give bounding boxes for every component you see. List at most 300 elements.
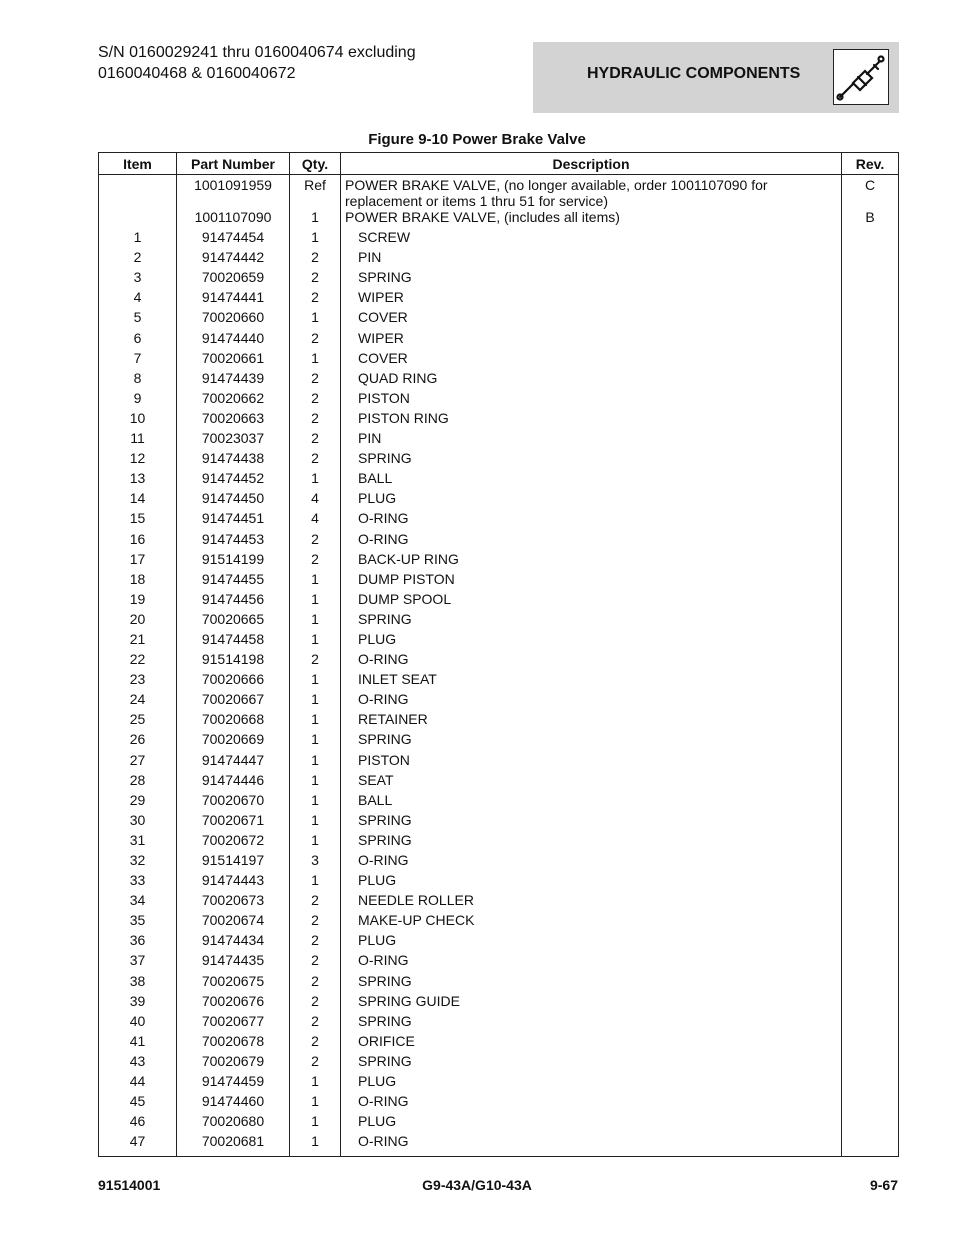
table-row [99, 651, 899, 671]
qty-cell: 2 [290, 430, 341, 450]
rev-cell [842, 1013, 899, 1033]
part-number-cell: 70020659 [177, 269, 290, 289]
description-cell: SPRING [341, 450, 842, 470]
qty-cell: 1 [290, 812, 341, 832]
part-number-cell: 1001091959 [177, 175, 290, 210]
part-number-cell: 70020677 [177, 1013, 290, 1033]
description-cell: DUMP SPOOL [341, 591, 842, 611]
part-number-cell: 91474441 [177, 289, 290, 309]
rev-cell [842, 792, 899, 812]
item-cell: 43 [99, 1053, 177, 1073]
item-cell: 27 [99, 752, 177, 772]
description-cell: PISTON RING [341, 410, 842, 430]
part-number-cell: 1001107090 [177, 209, 290, 229]
serial-line-2: 0160040468 & 0160040672 [98, 65, 296, 82]
qty-cell: 2 [290, 249, 341, 269]
item-cell: 8 [99, 370, 177, 390]
table-row [99, 932, 899, 952]
item-cell: 22 [99, 651, 177, 671]
description-cell: SCREW [341, 229, 842, 249]
rev-cell [842, 1053, 899, 1073]
item-cell: 7 [99, 350, 177, 370]
qty-cell: 1 [290, 671, 341, 691]
description-cell: O-RING [341, 510, 842, 530]
table-row [99, 1073, 899, 1093]
qty-cell: 2 [290, 450, 341, 470]
qty-cell: 1 [290, 591, 341, 611]
table-row [99, 631, 899, 651]
description-cell: MAKE-UP CHECK [341, 912, 842, 932]
rev-cell [842, 671, 899, 691]
description-cell: SPRING GUIDE [341, 993, 842, 1013]
description-cell: SPRING [341, 269, 842, 289]
description-cell: WIPER [341, 330, 842, 350]
item-cell: 33 [99, 872, 177, 892]
qty-cell: 1 [290, 229, 341, 249]
rev-cell [842, 1113, 899, 1133]
table-row [99, 249, 899, 269]
table-row [99, 711, 899, 731]
qty-cell: 1 [290, 1073, 341, 1093]
rev-cell [842, 1093, 899, 1113]
qty-cell: 1 [290, 711, 341, 731]
description-cell: SPRING [341, 832, 842, 852]
part-number-cell: 70020666 [177, 671, 290, 691]
rev-cell [842, 973, 899, 993]
description-cell: O-RING [341, 852, 842, 872]
rev-cell: C [842, 175, 899, 210]
section-header [533, 42, 899, 113]
col-header-part-number: Part Number [177, 153, 290, 175]
description-cell: SPRING [341, 731, 842, 751]
item-cell: 23 [99, 671, 177, 691]
part-number-cell: 91474454 [177, 229, 290, 249]
item-cell: 38 [99, 973, 177, 993]
item-cell: 34 [99, 892, 177, 912]
description-cell: BALL [341, 470, 842, 490]
part-number-cell: 91474452 [177, 470, 290, 490]
footer-model: G9-43A/G10-43A [422, 1177, 532, 1193]
qty-cell: 2 [290, 1053, 341, 1073]
qty-cell: 4 [290, 490, 341, 510]
qty-cell: 2 [290, 330, 341, 350]
qty-cell: 2 [290, 370, 341, 390]
table-row [99, 330, 899, 350]
part-number-cell: 70020679 [177, 1053, 290, 1073]
rev-cell [842, 952, 899, 972]
item-cell: 15 [99, 510, 177, 530]
table-row [99, 1033, 899, 1053]
part-number-cell: 91474460 [177, 1093, 290, 1113]
description-cell: PISTON [341, 390, 842, 410]
part-number-cell: 70020676 [177, 993, 290, 1013]
col-header-description: Description [341, 153, 842, 175]
description-cell: BALL [341, 792, 842, 812]
rev-cell [842, 229, 899, 249]
table-row [99, 470, 899, 490]
description-cell: RETAINER [341, 711, 842, 731]
table-row [99, 952, 899, 972]
item-cell: 1 [99, 229, 177, 249]
item-cell: 16 [99, 531, 177, 551]
item-cell: 28 [99, 772, 177, 792]
description-cell: BACK-UP RING [341, 551, 842, 571]
part-number-cell: 70020670 [177, 792, 290, 812]
rev-cell [842, 531, 899, 551]
footer-doc-number: 91514001 [98, 1177, 161, 1193]
table-row [99, 450, 899, 470]
item-cell: 32 [99, 852, 177, 872]
qty-cell: 2 [290, 952, 341, 972]
part-number-cell: 91474443 [177, 872, 290, 892]
description-cell: PLUG [341, 631, 842, 651]
rev-cell [842, 832, 899, 852]
part-number-cell: 91474453 [177, 531, 290, 551]
rev-cell [842, 430, 899, 450]
item-cell: 10 [99, 410, 177, 430]
table-row [99, 350, 899, 370]
item-cell: 26 [99, 731, 177, 751]
description-cell: COVER [341, 350, 842, 370]
part-number-cell: 91474455 [177, 571, 290, 591]
section-title: HYDRAULIC COMPONENTS [587, 65, 801, 82]
description-cell: SPRING [341, 1013, 842, 1033]
table-row [99, 1093, 899, 1113]
rev-cell [842, 1033, 899, 1053]
item-cell: 19 [99, 591, 177, 611]
part-number-cell: 91474442 [177, 249, 290, 269]
table-row [99, 229, 899, 249]
item-cell: 4 [99, 289, 177, 309]
description-cell: ORIFICE [341, 1033, 842, 1053]
description-cell: O-RING [341, 1093, 842, 1113]
rev-cell [842, 1073, 899, 1093]
table-row [99, 912, 899, 932]
rev-cell [842, 551, 899, 571]
rev-cell [842, 611, 899, 631]
rev-cell [842, 691, 899, 711]
part-number-cell: 91514197 [177, 852, 290, 872]
description-cell: COVER [341, 309, 842, 329]
item-cell: 35 [99, 912, 177, 932]
table-row [99, 852, 899, 872]
description-line-1: POWER BRAKE VALVE, (no longer available, order 1001107090 for [345, 177, 768, 193]
table-row [99, 973, 899, 993]
qty-cell: 2 [290, 993, 341, 1013]
qty-cell: 2 [290, 390, 341, 410]
table-row [99, 531, 899, 551]
rev-cell [842, 752, 899, 772]
item-cell [99, 209, 177, 229]
item-cell: 41 [99, 1033, 177, 1053]
part-number-cell: 91514199 [177, 551, 290, 571]
description-cell: INLET SEAT [341, 671, 842, 691]
qty-cell: 1 [290, 1093, 341, 1113]
qty-cell: 1 [290, 792, 341, 812]
part-number-cell: 91474438 [177, 450, 290, 470]
qty-cell: 1 [290, 832, 341, 852]
parts-table [98, 152, 899, 1157]
description-cell: PIN [341, 249, 842, 269]
table-row [99, 410, 899, 430]
qty-cell: 1 [290, 691, 341, 711]
qty-cell: 2 [290, 1013, 341, 1033]
description-cell: PLUG [341, 490, 842, 510]
description-cell: PLUG [341, 1073, 842, 1093]
rev-cell [842, 711, 899, 731]
rev-cell [842, 631, 899, 651]
item-cell: 2 [99, 249, 177, 269]
item-cell: 29 [99, 792, 177, 812]
part-number-cell: 91474446 [177, 772, 290, 792]
qty-cell: 2 [290, 531, 341, 551]
serial-range [98, 42, 416, 84]
qty-cell: 1 [290, 772, 341, 792]
qty-cell: 1 [290, 752, 341, 772]
table-row [99, 752, 899, 772]
item-cell: 40 [99, 1013, 177, 1033]
part-number-cell: 70020661 [177, 350, 290, 370]
hydraulic-cylinder-icon [833, 49, 889, 105]
item-cell: 24 [99, 691, 177, 711]
description-cell: SPRING [341, 973, 842, 993]
qty-cell: 1 [290, 571, 341, 591]
qty-cell: 2 [290, 973, 341, 993]
qty-cell: 2 [290, 651, 341, 671]
figure-title: Figure 9-10 Power Brake Valve [368, 131, 586, 148]
col-header-qty: Qty. [290, 153, 341, 175]
description-cell [341, 175, 842, 210]
item-cell: 37 [99, 952, 177, 972]
rev-cell [842, 812, 899, 832]
qty-cell: 1 [290, 631, 341, 651]
qty-cell: 1 [290, 209, 341, 229]
rev-cell [842, 269, 899, 289]
qty-cell: 1 [290, 1113, 341, 1133]
part-number-cell: 91474450 [177, 490, 290, 510]
qty-cell: 2 [290, 912, 341, 932]
table-row [99, 269, 899, 289]
table-row [99, 1113, 899, 1133]
table-row [99, 671, 899, 691]
qty-cell: Ref [290, 175, 341, 210]
qty-cell: 2 [290, 932, 341, 952]
description-cell: DUMP PISTON [341, 571, 842, 591]
table-row [99, 1133, 899, 1157]
item-cell: 14 [99, 490, 177, 510]
part-number-cell: 70020667 [177, 691, 290, 711]
table-row [99, 1013, 899, 1033]
item-cell: 25 [99, 711, 177, 731]
part-number-cell: 70020665 [177, 611, 290, 631]
part-number-cell: 70020663 [177, 410, 290, 430]
description-cell: O-RING [341, 531, 842, 551]
rev-cell: B [842, 209, 899, 229]
rev-cell [842, 289, 899, 309]
description-cell: O-RING [341, 1133, 842, 1157]
part-number-cell: 70020671 [177, 812, 290, 832]
rev-cell [842, 651, 899, 671]
rev-cell [842, 571, 899, 591]
description-cell: SPRING [341, 812, 842, 832]
item-cell [99, 175, 177, 210]
part-number-cell: 91474439 [177, 370, 290, 390]
part-number-cell: 91474435 [177, 952, 290, 972]
description-cell: O-RING [341, 651, 842, 671]
item-cell: 20 [99, 611, 177, 631]
description-cell: PLUG [341, 932, 842, 952]
part-number-cell: 70020668 [177, 711, 290, 731]
description-cell: PLUG [341, 872, 842, 892]
qty-cell: 2 [290, 289, 341, 309]
item-cell: 11 [99, 430, 177, 450]
qty-cell: 1 [290, 731, 341, 751]
rev-cell [842, 912, 899, 932]
part-number-cell: 91474440 [177, 330, 290, 350]
rev-cell [842, 249, 899, 269]
rev-cell [842, 852, 899, 872]
table-row [99, 832, 899, 852]
table-row [99, 370, 899, 390]
table-row [99, 490, 899, 510]
item-cell: 21 [99, 631, 177, 651]
rev-cell [842, 370, 899, 390]
part-number-cell: 70020660 [177, 309, 290, 329]
description-cell: SPRING [341, 611, 842, 631]
part-number-cell: 91474434 [177, 932, 290, 952]
table-row [99, 892, 899, 912]
qty-cell: 2 [290, 269, 341, 289]
item-cell: 31 [99, 832, 177, 852]
qty-cell: 2 [290, 551, 341, 571]
qty-cell: 1 [290, 872, 341, 892]
rev-cell [842, 390, 899, 410]
item-cell: 17 [99, 551, 177, 571]
item-cell: 39 [99, 993, 177, 1013]
item-cell: 3 [99, 269, 177, 289]
item-cell: 45 [99, 1093, 177, 1113]
part-number-cell: 70020680 [177, 1113, 290, 1133]
rev-cell [842, 932, 899, 952]
table-row [99, 691, 899, 711]
table-header [99, 153, 899, 175]
item-cell: 5 [99, 309, 177, 329]
qty-cell: 1 [290, 309, 341, 329]
item-cell: 30 [99, 812, 177, 832]
table-row [99, 571, 899, 591]
item-cell: 46 [99, 1113, 177, 1133]
part-number-cell: 70020675 [177, 973, 290, 993]
rev-cell [842, 892, 899, 912]
description-cell: SEAT [341, 772, 842, 792]
table-row [99, 1053, 899, 1073]
qty-cell: 4 [290, 510, 341, 530]
description-cell: QUAD RING [341, 370, 842, 390]
qty-cell: 1 [290, 470, 341, 490]
part-number-cell: 91474456 [177, 591, 290, 611]
rev-cell [842, 993, 899, 1013]
table-row [99, 551, 899, 571]
footer-page-number: 9-67 [869, 1177, 898, 1193]
part-number-cell: 70023037 [177, 430, 290, 450]
description-cell: PLUG [341, 1113, 842, 1133]
part-number-cell: 70020681 [177, 1133, 290, 1157]
rev-cell [842, 510, 899, 530]
table-row [99, 175, 899, 210]
col-header-rev: Rev. [842, 153, 899, 175]
table-row [99, 772, 899, 792]
col-header-item: Item [99, 153, 177, 175]
rev-cell [842, 591, 899, 611]
description-cell: O-RING [341, 691, 842, 711]
part-number-cell: 70020674 [177, 912, 290, 932]
table-row [99, 510, 899, 530]
part-number-cell: 91474458 [177, 631, 290, 651]
qty-cell: 2 [290, 1033, 341, 1053]
rev-cell [842, 330, 899, 350]
rev-cell [842, 350, 899, 370]
rev-cell [842, 772, 899, 792]
qty-cell: 1 [290, 1133, 341, 1157]
rev-cell [842, 309, 899, 329]
part-number-cell: 70020662 [177, 390, 290, 410]
table-row [99, 309, 899, 329]
rev-cell [842, 872, 899, 892]
part-number-cell: 91474447 [177, 752, 290, 772]
rev-cell [842, 450, 899, 470]
rev-cell [842, 410, 899, 430]
qty-cell: 1 [290, 350, 341, 370]
part-number-cell: 91514198 [177, 651, 290, 671]
serial-line-1: S/N 0160029241 thru 0160040674 excluding [98, 44, 416, 61]
table-row [99, 993, 899, 1013]
qty-cell: 3 [290, 852, 341, 872]
description-cell: PIN [341, 430, 842, 450]
description-cell: PISTON [341, 752, 842, 772]
rev-cell [842, 1133, 899, 1157]
table-row [99, 591, 899, 611]
part-number-cell: 91474459 [177, 1073, 290, 1093]
item-cell: 47 [99, 1133, 177, 1157]
rev-cell [842, 490, 899, 510]
rev-cell [842, 731, 899, 751]
rev-cell [842, 470, 899, 490]
table-row [99, 611, 899, 631]
item-cell: 6 [99, 330, 177, 350]
qty-cell: 1 [290, 611, 341, 631]
qty-cell: 2 [290, 410, 341, 430]
table-row [99, 731, 899, 751]
part-number-cell: 70020673 [177, 892, 290, 912]
part-number-cell: 70020669 [177, 731, 290, 751]
item-cell: 44 [99, 1073, 177, 1093]
item-cell: 12 [99, 450, 177, 470]
description-line-2: replacement or items 1 thru 51 for service) [345, 193, 608, 209]
item-cell: 13 [99, 470, 177, 490]
qty-cell: 2 [290, 892, 341, 912]
description-cell: WIPER [341, 289, 842, 309]
table-row [99, 390, 899, 410]
table-row [99, 289, 899, 309]
table-row [99, 209, 899, 229]
part-number-cell: 91474451 [177, 510, 290, 530]
item-cell: 9 [99, 390, 177, 410]
table-row [99, 872, 899, 892]
table-row [99, 430, 899, 450]
part-number-cell: 70020678 [177, 1033, 290, 1053]
description-cell: SPRING [341, 1053, 842, 1073]
part-number-cell: 70020672 [177, 832, 290, 852]
